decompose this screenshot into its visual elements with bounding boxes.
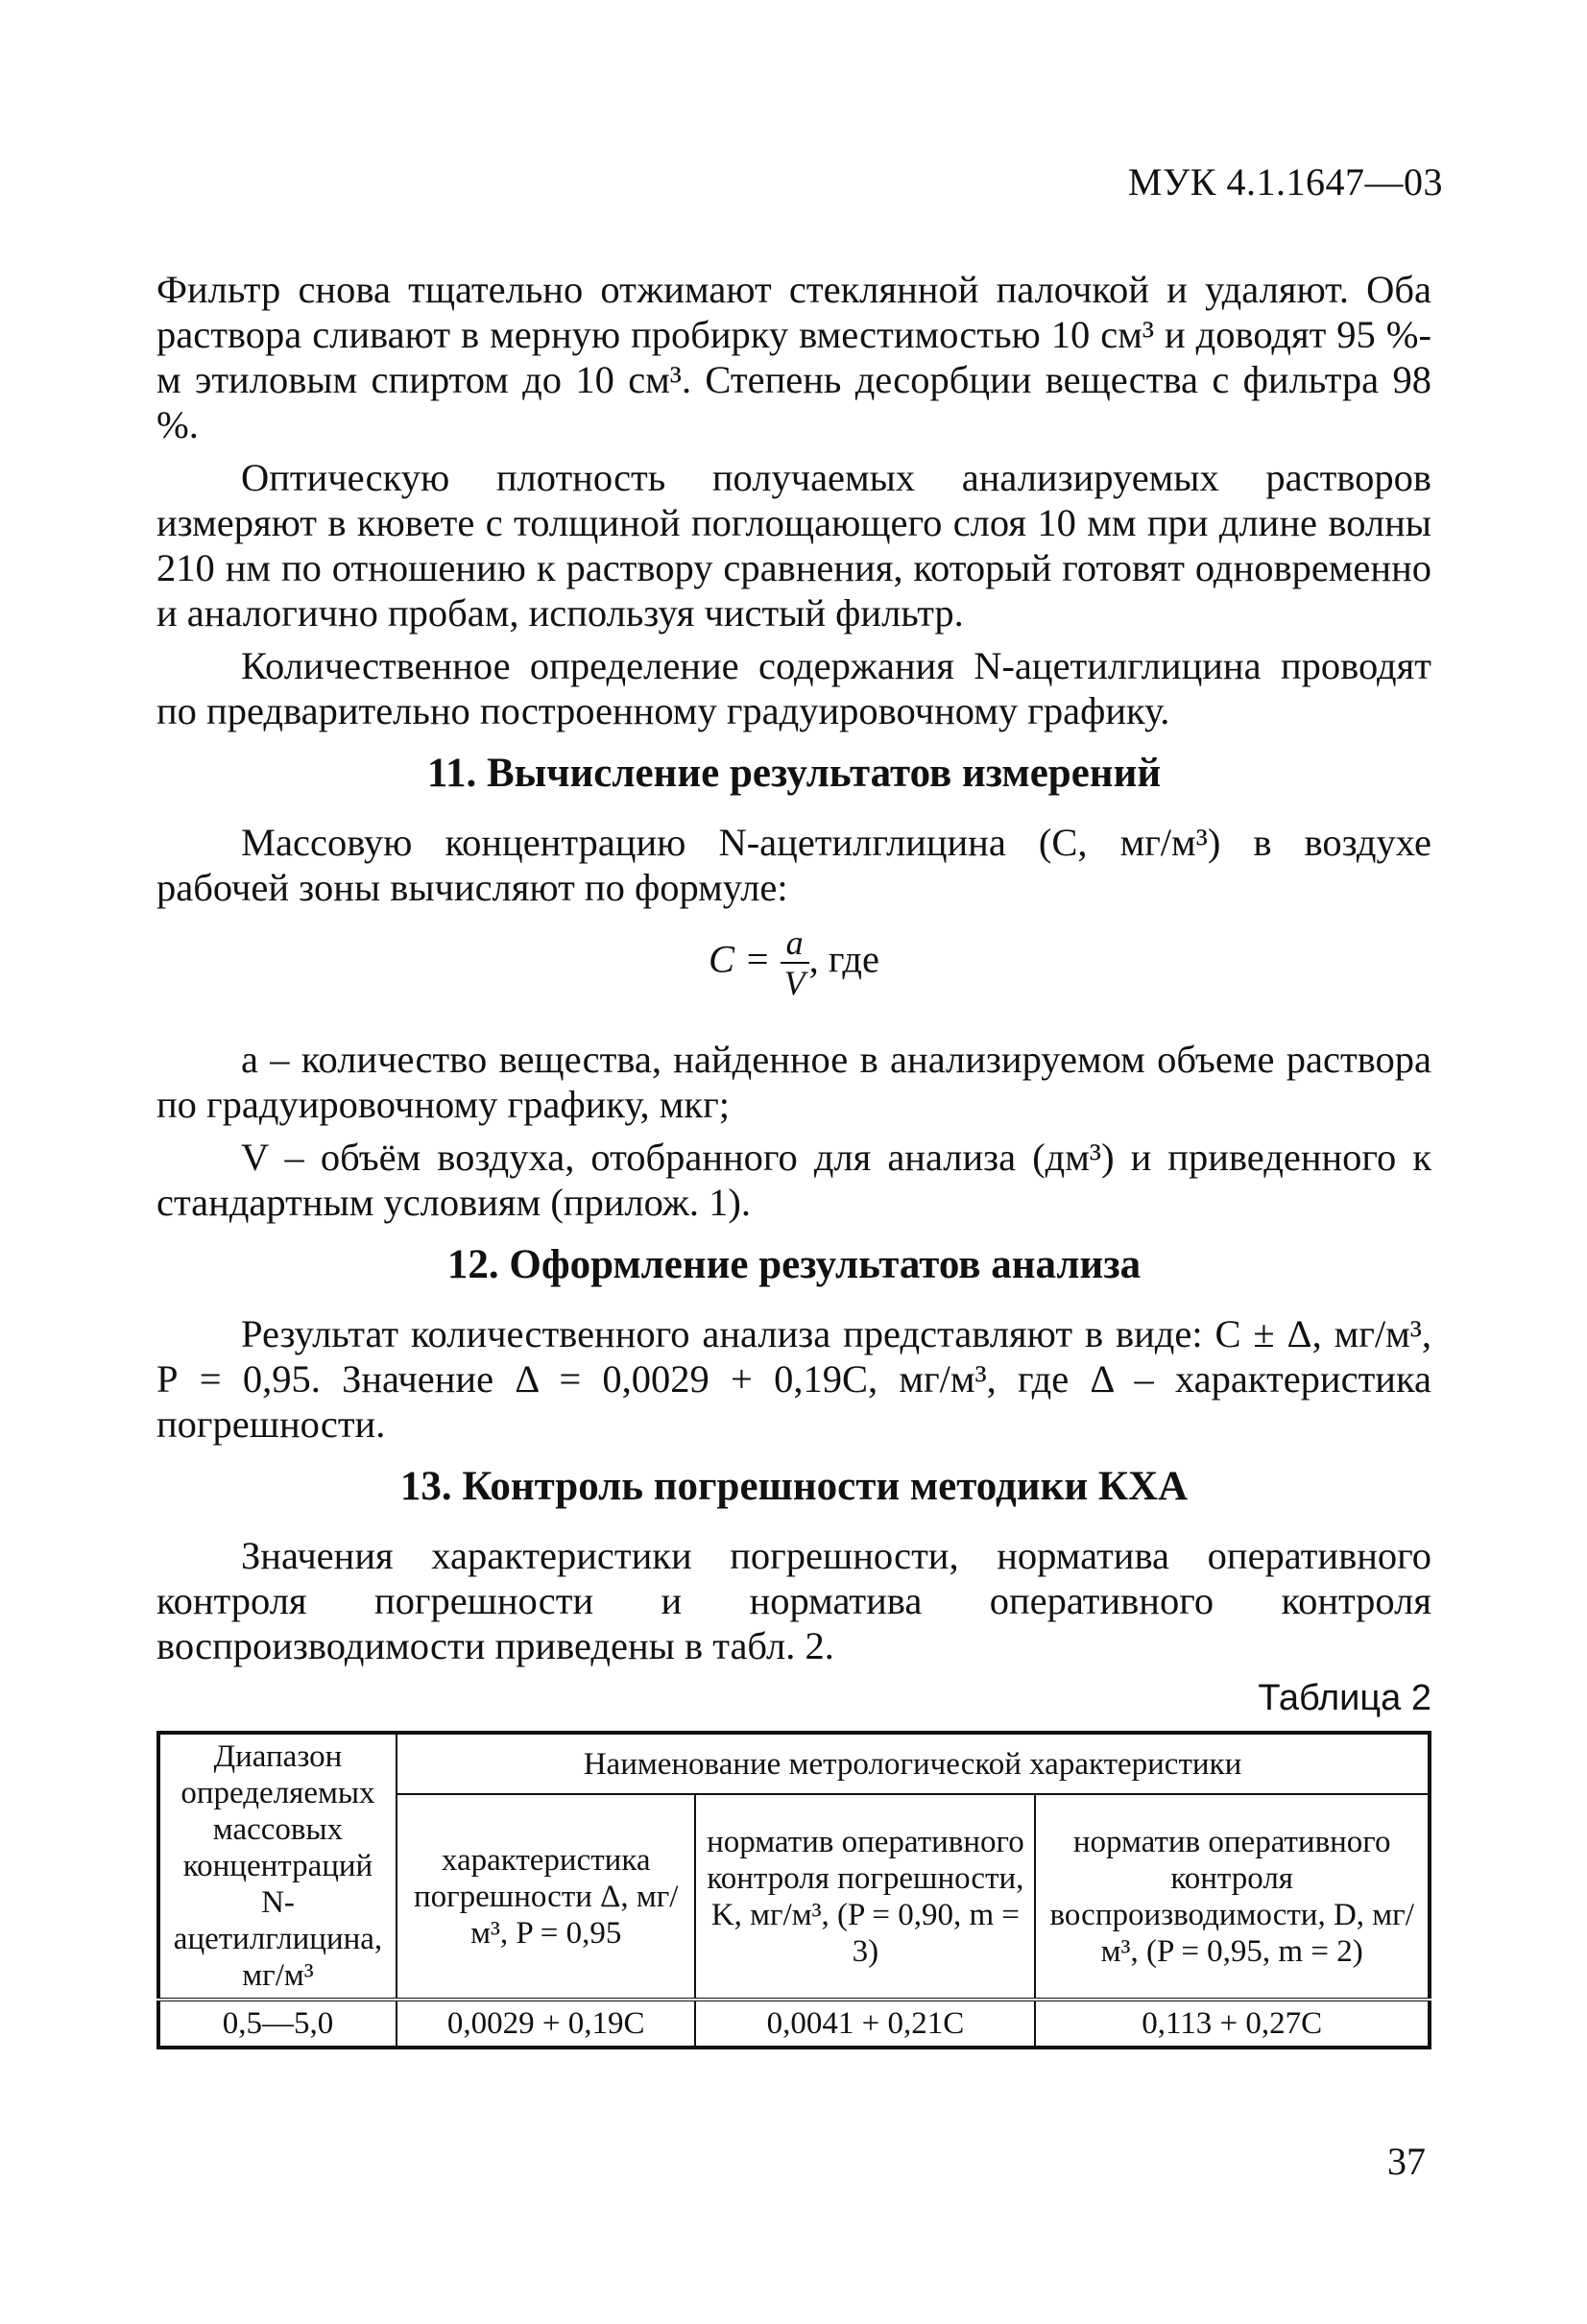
paragraph: Оптическую плотность получаемых анализируемых растворов измеряют в кювете с толщиной поглощающего слоя 10 мм при длине волны 210 нм по отношению к раствору сравнения, который готовят одновременно и аналогично пробам, используя чистый фильтр.: [156, 456, 1431, 635]
section-12-title: 12. Оформление результатов анализа: [446, 1242, 1142, 1287]
header-reproducibility-norm: норматив оперативного контроля воспроизводимости, D, мг/м³, (P = 0,95, m = 2): [1035, 1794, 1430, 2000]
header-error-characteristic: характеристика погрешности Δ, мг/м³, P = 0,95: [397, 1794, 695, 2000]
paragraph: Массовую концентрацию N-ацетилглицина (С, мг/м³) в воздухе рабочей зоны вычисляют по формуле:: [156, 821, 1431, 909]
section-11-title: 11. Вычисление результатов измерений: [426, 751, 1162, 796]
cell-error-norm: 0,0041 + 0,21С: [695, 2000, 1035, 2048]
paragraph: Результат количественного анализа представляют в виде: С ± Δ, мг/м³, Р = 0,95. Значение Δ = 0,0029 + 0,19С, мг/м³, где Δ – характеристика погрешности.: [156, 1312, 1431, 1446]
table-row: [158, 2000, 1430, 2048]
document-header: МУК 4.1.1647—03: [1127, 160, 1443, 204]
document-body: [156, 267, 1431, 2049]
cell-range: 0,5—5,0: [158, 2000, 397, 2048]
table-header-row: [158, 1733, 1430, 1794]
formula-tail: , где: [808, 937, 880, 981]
paragraph: Значения характеристики погрешности, норматива оперативного контроля погрешности и норматива оперативного контроля воспроизводимости приведены в табл. 2.: [156, 1534, 1431, 1667]
fraction-denominator: V: [783, 964, 806, 1002]
page-number: 37: [1387, 2140, 1426, 2183]
cell-error: 0,0029 + 0,19С: [397, 2000, 695, 2048]
definition-v: V – объём воздуха, отобранного для анализа (дм³) и приведенного к стандартным условиям (прилож. 1).: [156, 1136, 1431, 1224]
header-error-norm: норматив оперативного контроля погрешности, K, мг/м³, (P = 0,90, m = 3): [695, 1794, 1035, 2000]
formula-lhs: C =: [708, 937, 781, 981]
table-caption: Таблица 2: [1258, 1678, 1431, 1718]
paragraph: Фильтр снова тщательно отжимают стеклянной палочкой и удаляют. Оба раствора сливают в мерную пробирку вместимостью 10 см³ и доводят 95 %-м этиловым спиртом до 10 см³. Степень десорбции вещества с фильтра 98 %.: [156, 268, 1431, 446]
formula: [156, 923, 1431, 1019]
fraction: [781, 923, 809, 1002]
section-13-title: 13. Контроль погрешности методики КХА: [399, 1464, 1189, 1509]
fraction-numerator: a: [781, 923, 809, 964]
definition-a: а – количество вещества, найденное в анализируемом объеме раствора по градуировочному графику, мкг;: [156, 1038, 1431, 1126]
paragraph: Количественное определение содержания N-ацетилглицина проводят по предварительно построенному градуировочному графику.: [156, 644, 1431, 732]
header-range: Диапазон определяемых массовых концентраций N-ацетилглицина, мг/м³: [158, 1733, 397, 2000]
metrology-table: [156, 1731, 1431, 2049]
header-group: Наименование метрологической характеристики: [397, 1733, 1430, 1794]
cell-reproducibility: 0,113 + 0,27С: [1035, 2000, 1430, 2048]
